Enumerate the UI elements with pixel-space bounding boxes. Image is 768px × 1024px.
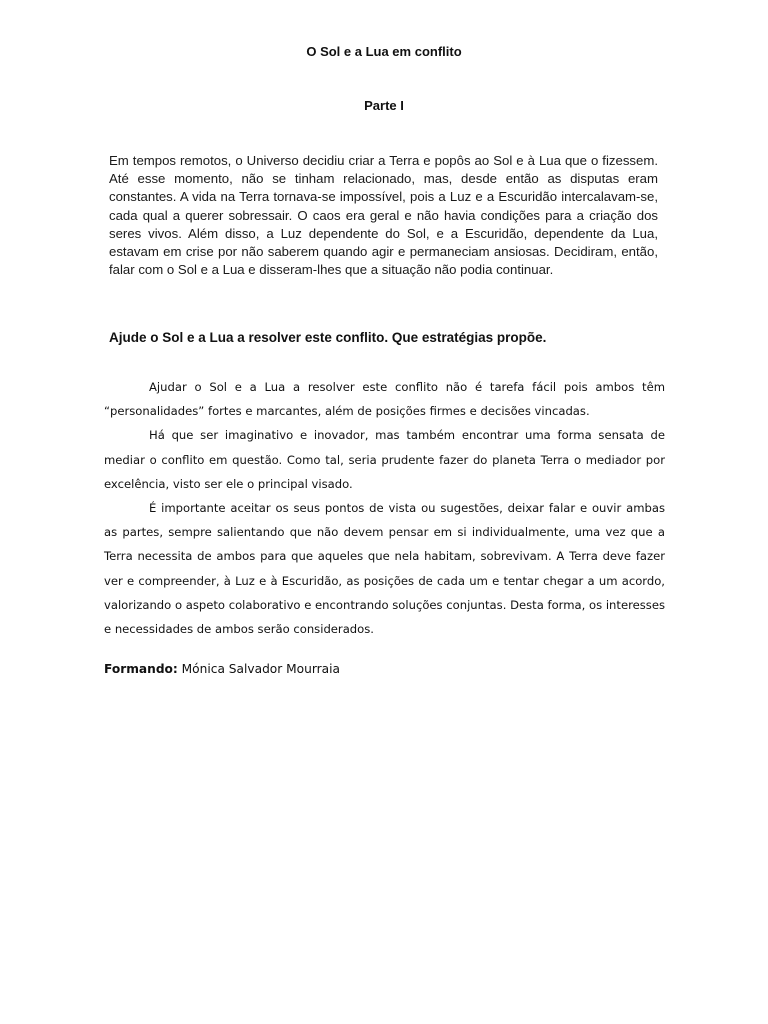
question-heading: Ajude o Sol e a Lua a resolver este conflito. Que estratégias propõe. [109, 330, 547, 345]
answer-paragraph: É importante aceitar os seus pontos de vista ou sugestões, deixar falar e ouvir ambas as partes, sempre salientando que não devem pensar em si individualmente, uma vez que a Terra necessita de ambos para que aqueles que nela habitam, sobrevivam. A Terra deve fazer ver e compreender, à Luz e à Escuridão, as posições de cada um e tentar chegar a um acordo, valorizando o aspeto colaborativo e encontrando soluções conjuntas. Desta forma, os interesses e necessidades de ambos serão considerados. [104, 501, 665, 637]
answer-paragraph: Ajudar o Sol e a Lua a resolver este conflito não é tarefa fácil pois ambos têm “personalidades” fortes e marcantes, além de posições firmes e decisões vincadas. [104, 380, 665, 419]
part-heading: Parte I [364, 98, 404, 113]
answer-text [104, 375, 665, 641]
author-line [104, 662, 340, 676]
document-title: O Sol e a Lua em conflito [306, 44, 462, 59]
intro-text: Em tempos remotos, o Universo decidiu criar a Terra e popôs ao Sol e à Lua que o fizessem. Até esse momento, não se tinham relacionado, mas, desde então as disputas eram constantes. A vida na Terra tornava-se impossível, pois a Luz e a Escuridão intercalavam-se, cada qual a querer sobressair. O caos era geral e não havia condições para a criação dos seres vivos. Além disso, a Luz dependente do Sol, e a Escuridão, dependente da Lua, estavam em crise por não saberem quando agir e permaneciam ansiosas. Decidiram, então, falar com o Sol e a Lua e disseram-lhes que a situação não podia continuar. [109, 153, 658, 278]
answer-paragraph: Há que ser imaginativo e inovador, mas também encontrar uma forma sensata de mediar o conflito em questão. Como tal, seria prudente fazer do planeta Terra o mediador por excelência, visto ser ele o principal visado. [104, 428, 665, 491]
author-label: Formando: [104, 662, 178, 676]
author-name: Mónica Salvador Mourraia [181, 662, 340, 676]
